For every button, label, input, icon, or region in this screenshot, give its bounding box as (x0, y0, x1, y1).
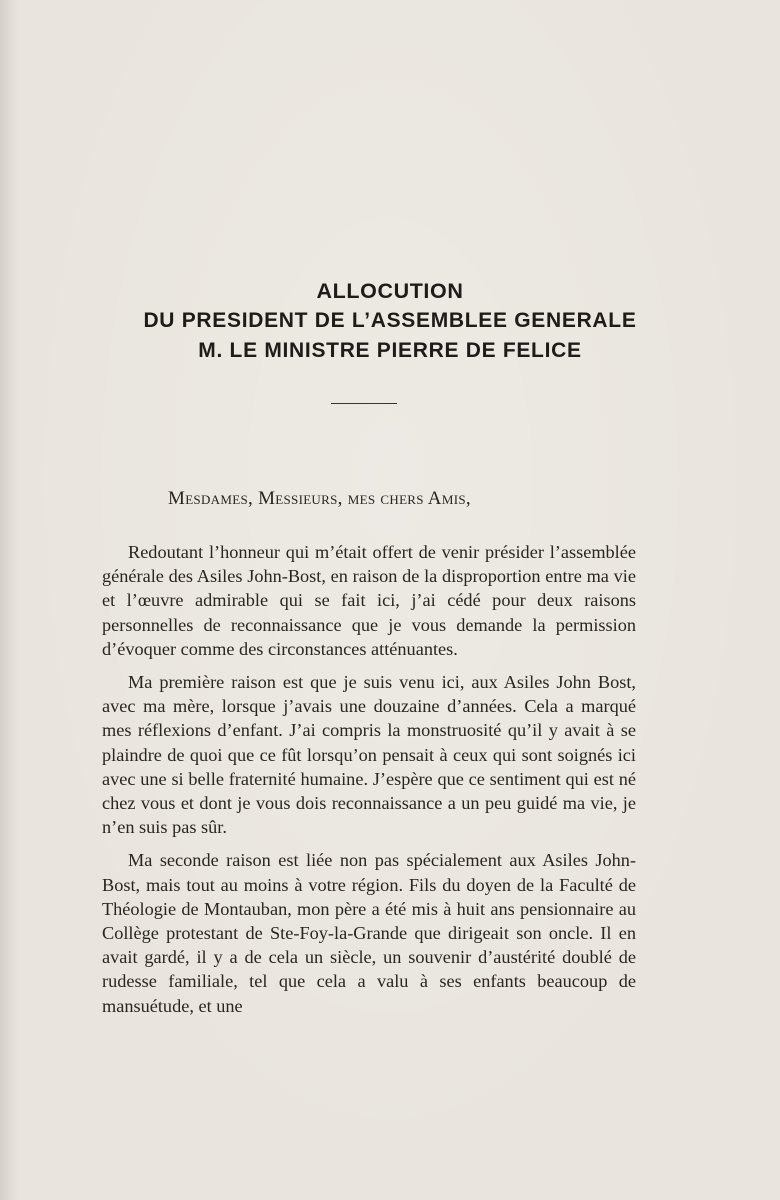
title-line-3: M. LE MINISTRE PIERRE DE FELICE (198, 339, 582, 362)
paragraph-1: Redoutant l’honneur qui m’était offert de venir présider l’assemblée générale des Asiles John-Bost, en raison de la disproportion entre ma vie et l’œuvre admirable qui se fait ici, j’ai cédé pour deux raisons personnelles de reconnaissance que je vous demande la permission d’évoquer comme des circonstances atténuantes. (102, 542, 636, 659)
title-line-1: ALLOCUTION (316, 279, 464, 303)
paragraph-3: Ma seconde raison est liée non pas spécialement aux Asiles John-Bost, mais tout au moins à votre région. Fils du doyen de la Faculté de Théologie de Montauban, mon père a été mis à huit ans pensionnaire au Collège protestant de Ste-Foy-la-Grande que dirigeait son oncle. Il en avait gardé, il y a de cela un siècle, un souvenir d’austérité doublé de rudesse familiale, tel que cela a valu à ses enfants beaucoup de mansuétude, et une (102, 850, 636, 1016)
paragraph-2: Ma première raison est que je suis venu ici, aux Asiles John Bost, avec ma mère, lorsque j’avais une douzaine d’années. Cela a marqué mes réflexions d’enfant. J’ai compris la monstruosité qu’il y avait à se plaindre de quoi que ce fût lorsqu’on pensait à ceux qui sont soignés ici avec une si belle fraternité humaine. J’espère que ce sentiment qui est né chez vous et dont je vous dois reconnaissance a un peu guidé ma vie, je n’en suis pas sûr. (102, 672, 636, 838)
body-text (102, 540, 636, 1027)
title-divider (331, 403, 397, 404)
page-edge-shadow (0, 0, 18, 1200)
title-block (60, 276, 720, 366)
salutation: Mesdames, Messieurs, mes chers Amis, (168, 488, 471, 509)
title-line-2: DU PRESIDENT DE L’ASSEMBLEE GENERALE (143, 309, 637, 332)
